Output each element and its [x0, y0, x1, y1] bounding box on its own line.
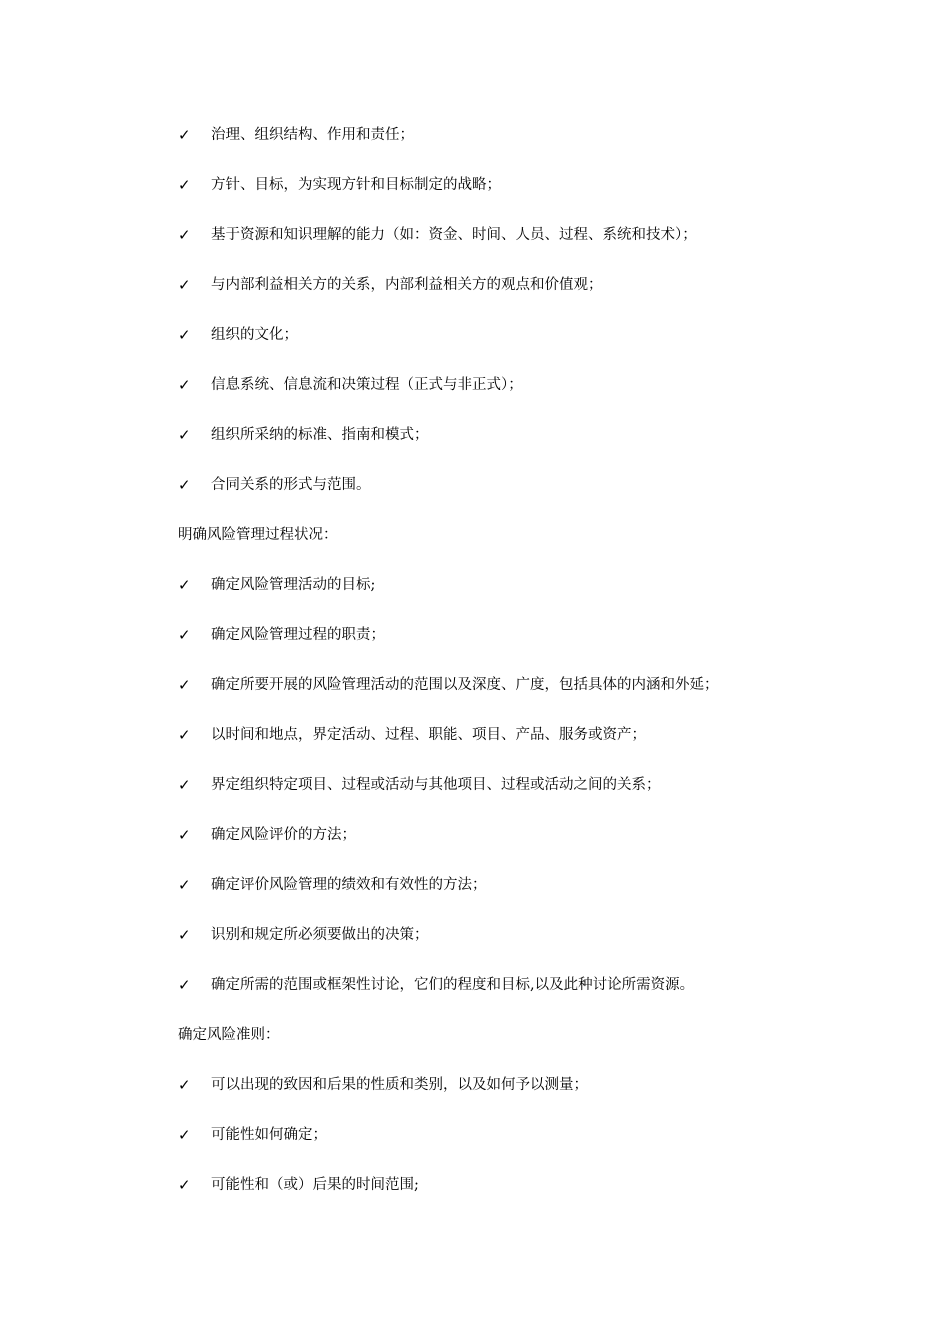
- checkmark-icon: ✓: [178, 726, 191, 744]
- list-item: [0, 310, 950, 360]
- list-item: [0, 210, 950, 260]
- list-item: [0, 710, 950, 760]
- list-item-text: 识别和规定所必须要做出的决策；: [211, 927, 429, 943]
- checkmark-icon: ✓: [178, 326, 191, 344]
- checkmark-icon: ✓: [178, 126, 191, 144]
- list-item-text: 确定风险评价的方法；: [211, 827, 356, 843]
- checkmark-icon: ✓: [178, 276, 191, 294]
- list-item: [0, 410, 950, 460]
- checkmark-icon: ✓: [178, 776, 191, 794]
- checkmark-icon: ✓: [178, 1176, 191, 1194]
- list-item: [0, 760, 950, 810]
- checkmark-icon: ✓: [178, 1076, 191, 1094]
- checkmark-icon: ✓: [178, 426, 191, 444]
- checkmark-icon: ✓: [178, 576, 191, 594]
- list-item: [0, 810, 950, 860]
- list-item-text: 以时间和地点，界定活动、过程、职能、项目、产品、服务或资产；: [211, 727, 646, 743]
- list-item: [0, 910, 950, 960]
- list-item: [0, 660, 950, 710]
- list-item-text: 确定风险管理活动的目标;: [211, 577, 376, 593]
- checkmark-icon: ✓: [178, 376, 191, 394]
- list-item-text: 确定风险管理过程的职责；: [211, 627, 385, 643]
- list-item-text: 确定所要开展的风险管理活动的范围以及深度、广度，包括具体的内涵和外延；: [211, 677, 719, 693]
- checkmark-icon: ✓: [178, 1126, 191, 1144]
- checkmark-icon: ✓: [178, 226, 191, 244]
- section-heading: [0, 1010, 950, 1060]
- list-item: [0, 1110, 950, 1160]
- list-item: [0, 460, 950, 510]
- list-item: [0, 160, 950, 210]
- section-heading-text: 确定风险准则：: [178, 1027, 280, 1043]
- list-item: [0, 360, 950, 410]
- list-item-text: 基于资源和知识理解的能力（如：资金、时间、人员、过程、系统和技术）；: [211, 227, 697, 243]
- list-item-text: 确定评价风险管理的绩效和有效性的方法；: [211, 877, 487, 893]
- list-item-text: 界定组织特定项目、过程或活动与其他项目、过程或活动之间的关系；: [211, 777, 661, 793]
- list-item-text: 可能性如何确定；: [211, 1127, 327, 1143]
- list-item-text: 组织所采纳的标准、指南和模式；: [211, 427, 429, 443]
- list-item-text: 组织的文化；: [211, 327, 298, 343]
- checkmark-icon: ✓: [178, 626, 191, 644]
- list-item-text: 可能性和（或）后果的时间范围;: [211, 1177, 419, 1193]
- list-item-text: 与内部利益相关方的关系，内部利益相关方的观点和价值观；: [211, 277, 603, 293]
- list-item-text: 确定所需的范围或框架性讨论，它们的程度和目标,以及此种讨论所需资源。: [211, 977, 695, 993]
- checkmark-icon: ✓: [178, 926, 191, 944]
- list-item: [0, 260, 950, 310]
- list-item-text: 方针、目标，为实现方针和目标制定的战略；: [211, 177, 501, 193]
- list-item: [0, 1060, 950, 1110]
- section-heading-text: 明确风险管理过程状况：: [178, 527, 338, 543]
- checkmark-icon: ✓: [178, 976, 191, 994]
- section-heading: [0, 510, 950, 560]
- list-item-text: 治理、组织结构、作用和责任；: [211, 127, 414, 143]
- list-item: [0, 960, 950, 1010]
- list-item-text: 信息系统、信息流和决策过程（正式与非正式）；: [211, 377, 523, 393]
- list-item: [0, 860, 950, 910]
- list-item: [0, 110, 950, 160]
- checkmark-icon: ✓: [178, 676, 191, 694]
- checkmark-icon: ✓: [178, 476, 191, 494]
- checkmark-icon: ✓: [178, 876, 191, 894]
- list-item-text: 合同关系的形式与范围。: [211, 477, 371, 493]
- list-item: [0, 560, 950, 610]
- checkmark-icon: ✓: [178, 826, 191, 844]
- checkmark-icon: ✓: [178, 176, 191, 194]
- list-item-text: 可以出现的致因和后果的性质和类别，以及如何予以测量；: [211, 1077, 588, 1093]
- document-page: [0, 110, 950, 1210]
- list-item: [0, 1160, 950, 1210]
- list-item: [0, 610, 950, 660]
